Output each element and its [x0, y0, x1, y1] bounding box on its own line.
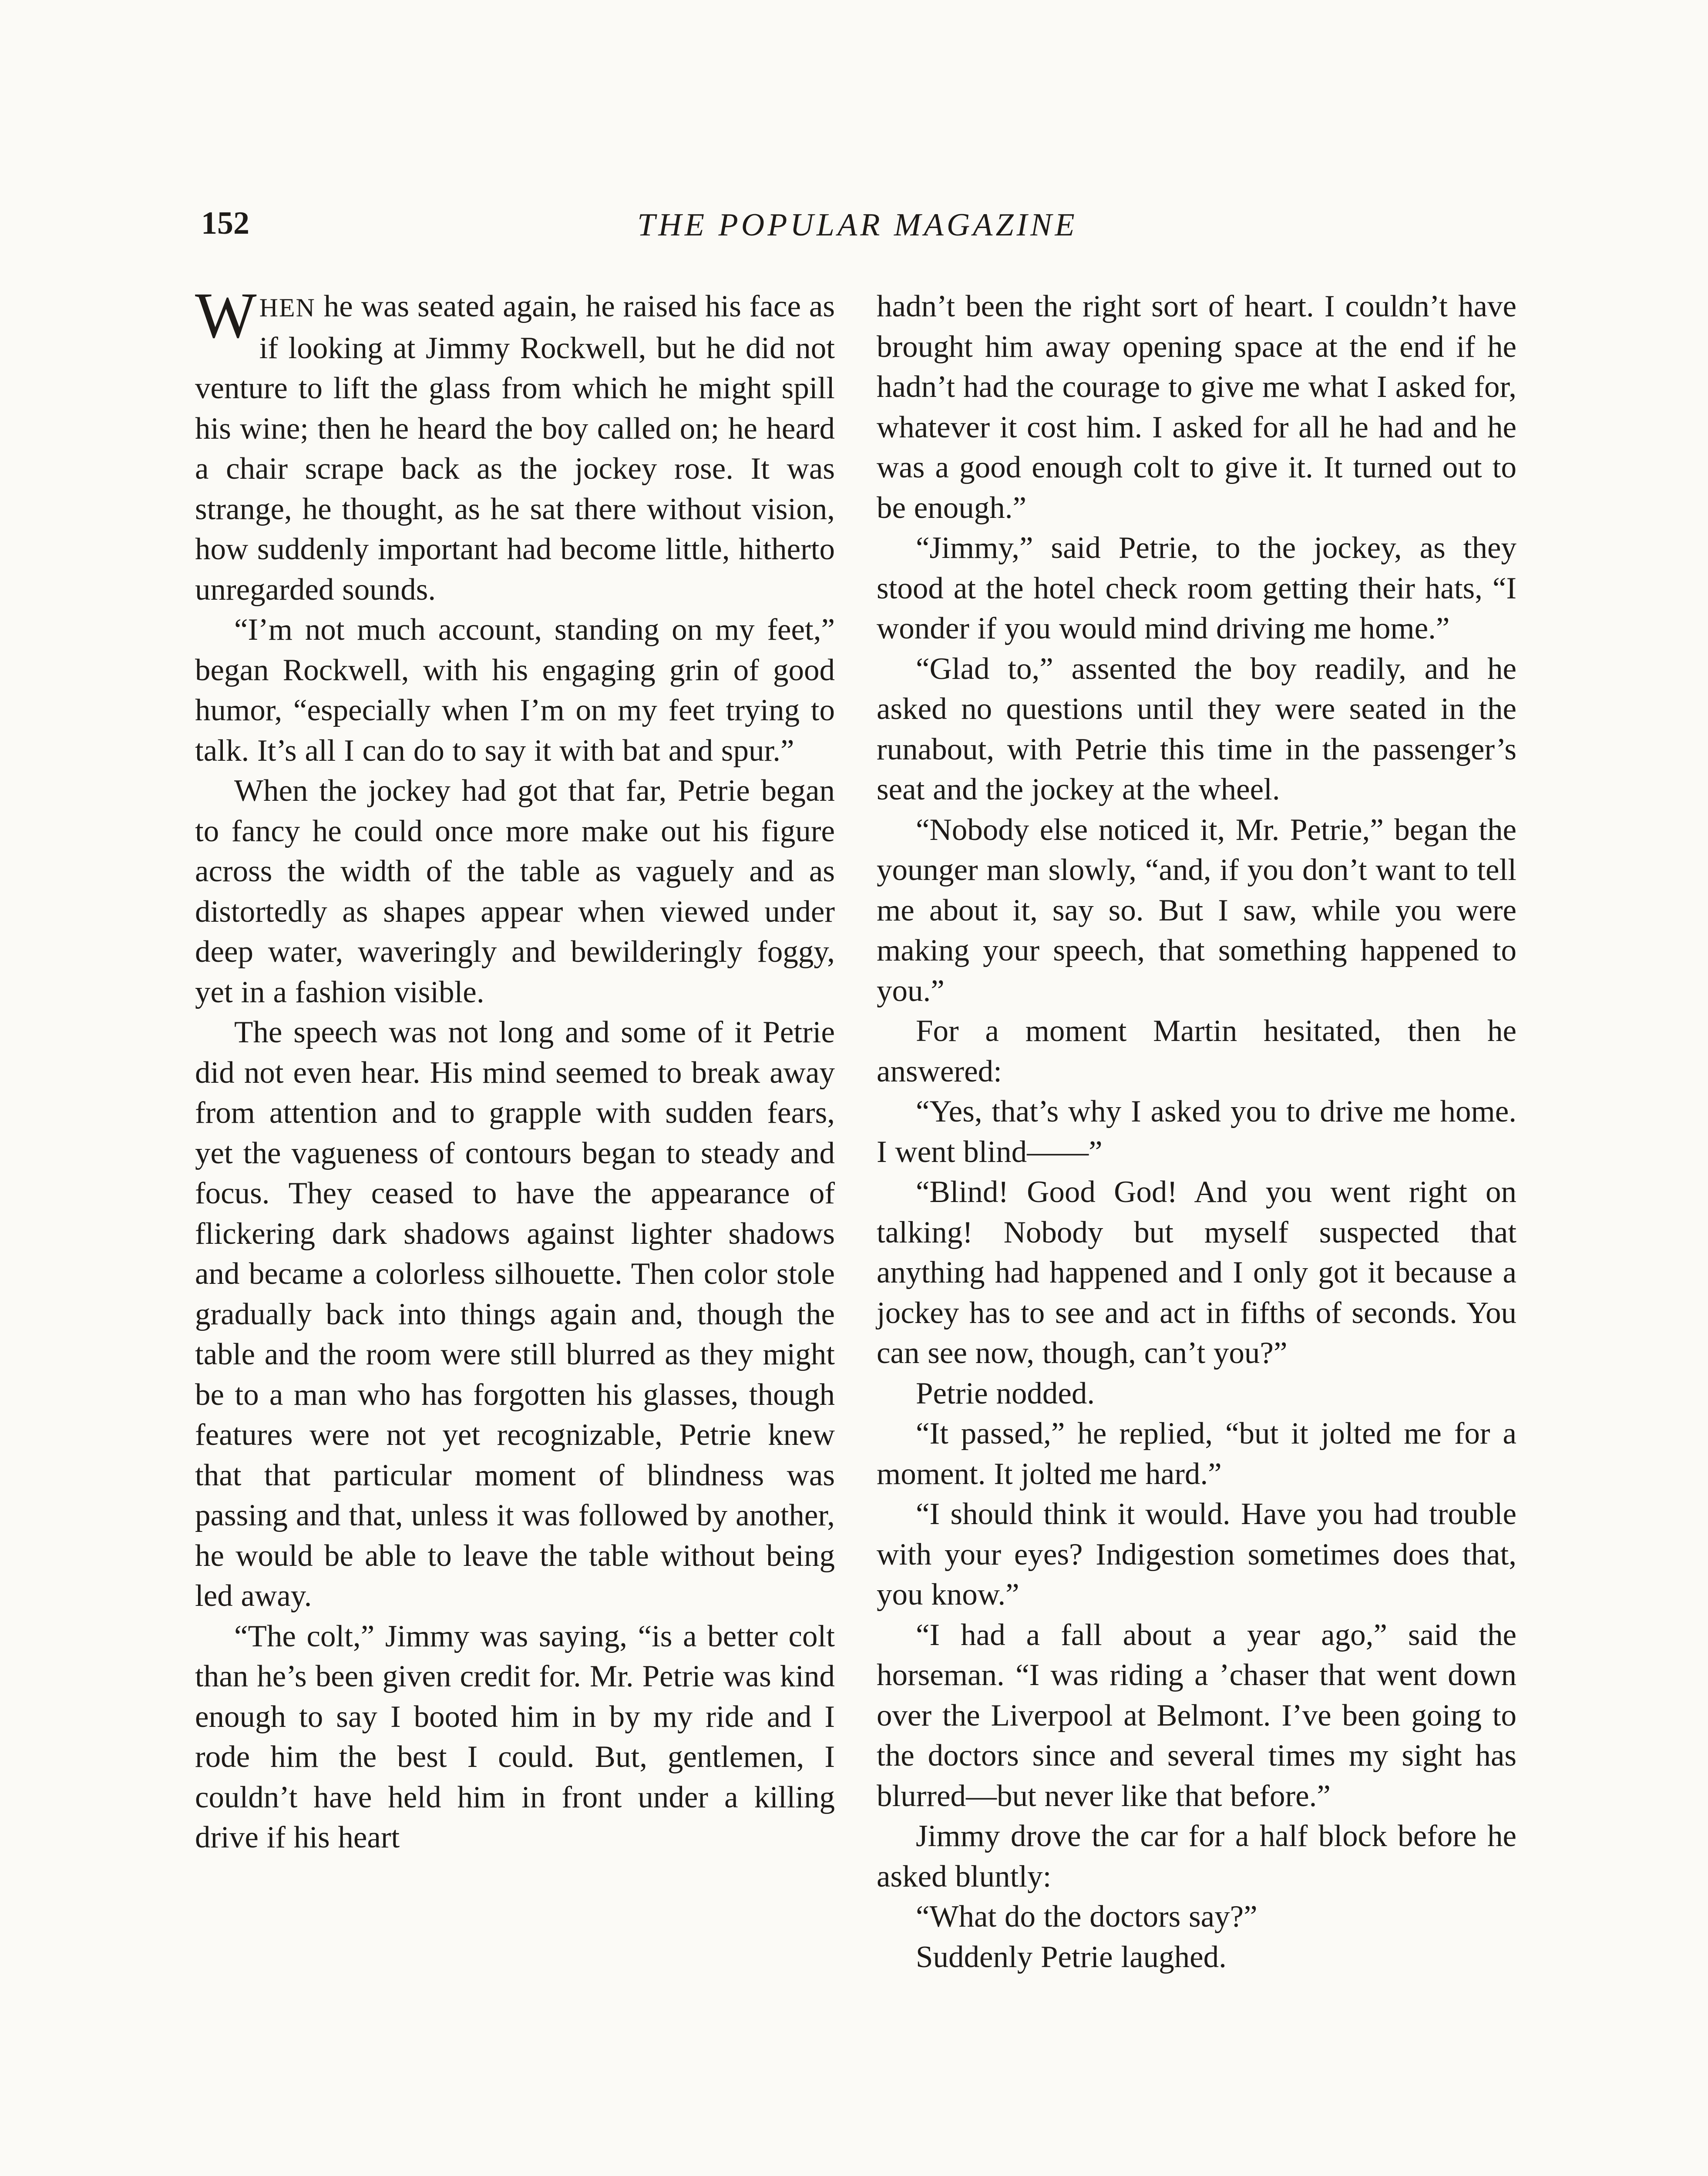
right-paragraph-5: For a moment Martin hesitated, then he answered:	[877, 1014, 1516, 1088]
right-paragraph-10: “I should think it would. Have you had trouble with your eyes? Indigestion sometimes does that, you know.”	[877, 1497, 1516, 1612]
right-paragraph-3: “Glad to,” assented the boy readily, and he asked no questions until they were seated in the runabout, with Petrie this time in the passenger’s seat and the jockey at the wheel.	[877, 651, 1516, 806]
right-column	[877, 286, 1516, 1977]
right-paragraph-9: “It passed,” he replied, “but it jolted me for a moment. It jolted me hard.”	[877, 1417, 1516, 1491]
opening-word: HEN	[259, 293, 316, 322]
right-paragraph-1: hadn’t been the right sort of heart. I couldn’t have brought him away opening space at the end if he hadn’t had the courage to give me what I asked for, whatever it cost him. I asked for all he had and he was a good enough colt to give it. It turned out to be enough.”	[877, 289, 1516, 525]
left-paragraph-4: The speech was not long and some of it Petrie did not even hear. His mind seemed to break away from attention and to grapple with sudden fears, yet the vagueness of contours began to steady and focus. They ceased to have the appearance of flickering dark shadows against lighter shadows and became a colorless silhouette. Then color stole gradually back into things again and, though the table and the room were still blurred as they might be to a man who has forgotten his glasses, though features were not yet recognizable, Petrie knew that that particular moment of blindness was passing and that, unless it was followed by another, he would be able to leave the table without being led away.	[195, 1015, 835, 1613]
left-paragraph-1-text: he was seated again, he raised his face as if looking at Jimmy Rockwell, but he did not venture to lift the glass from which he might spill his wine; then he heard the boy called on; he heard a chair scrape back as the jockey rose. It was strange, he thought, as he sat there without vision, how suddenly important had become little, hitherto unregarded sounds.	[195, 289, 835, 607]
right-paragraph-14: Suddenly Petrie laughed.	[916, 1940, 1227, 1974]
left-column	[195, 279, 835, 1858]
left-paragraph-3: When the jockey had got that far, Petrie began to fancy he could once more make out his figure across the width of the table as vaguely and as distortedly as shapes appear when viewed under deep water, waveringly and bewilderingly foggy, yet in a fashion visible.	[195, 774, 835, 1009]
page-number: 152	[201, 205, 249, 241]
right-paragraph-13: “What do the doctors say?”	[916, 1900, 1257, 1934]
right-paragraph-8: Petrie nodded.	[916, 1376, 1095, 1410]
left-paragraph-5: “The colt,” Jimmy was saying, “is a better colt than he’s been given credit for. Mr. Petrie was kind enough to say I booted him in by my ride and I rode him the best I could. But, gentlemen, I couldn’t have held him in front under a killing drive if his heart	[195, 1619, 835, 1854]
right-paragraph-12: Jimmy drove the car for a half block before he asked bluntly:	[877, 1819, 1516, 1894]
right-paragraph-7: “Blind! Good God! And you went right on talking! Nobody but myself suspected that anything had happened and I only got it because a jockey has to see and act in fifths of seconds. You can see now, though, can’t you?”	[877, 1175, 1516, 1370]
drop-cap: W	[195, 279, 257, 352]
left-paragraph-1	[195, 279, 835, 610]
left-paragraph-2: “I’m not much account, standing on my feet,” began Rockwell, with his engaging grin of good humor, “especially when I’m on my feet trying to talk. It’s all I can do to say it with bat and spur.”	[195, 613, 835, 768]
running-head-title: THE POPULAR MAGAZINE	[637, 207, 1078, 243]
right-paragraph-6: “Yes, that’s why I asked you to drive me home. I went blind——”	[877, 1095, 1516, 1169]
right-paragraph-11: “I had a fall about a year ago,” said the horseman. “I was riding a ’chaser that went down over the Liverpool at Belmont. I’ve been going to the doctors since and several times my sight has blurred—but never like that before.”	[877, 1618, 1516, 1813]
right-paragraph-2: “Jimmy,” said Petrie, to the jockey, as they stood at the hotel check room getting their hats, “I wonder if you would mind driving me home.”	[877, 531, 1516, 645]
right-paragraph-4: “Nobody else noticed it, Mr. Petrie,” began the younger man slowly, “and, if you don’t want to tell me about it, say so. But I saw, while you were making your speech, that something happened to you.”	[877, 813, 1516, 1008]
